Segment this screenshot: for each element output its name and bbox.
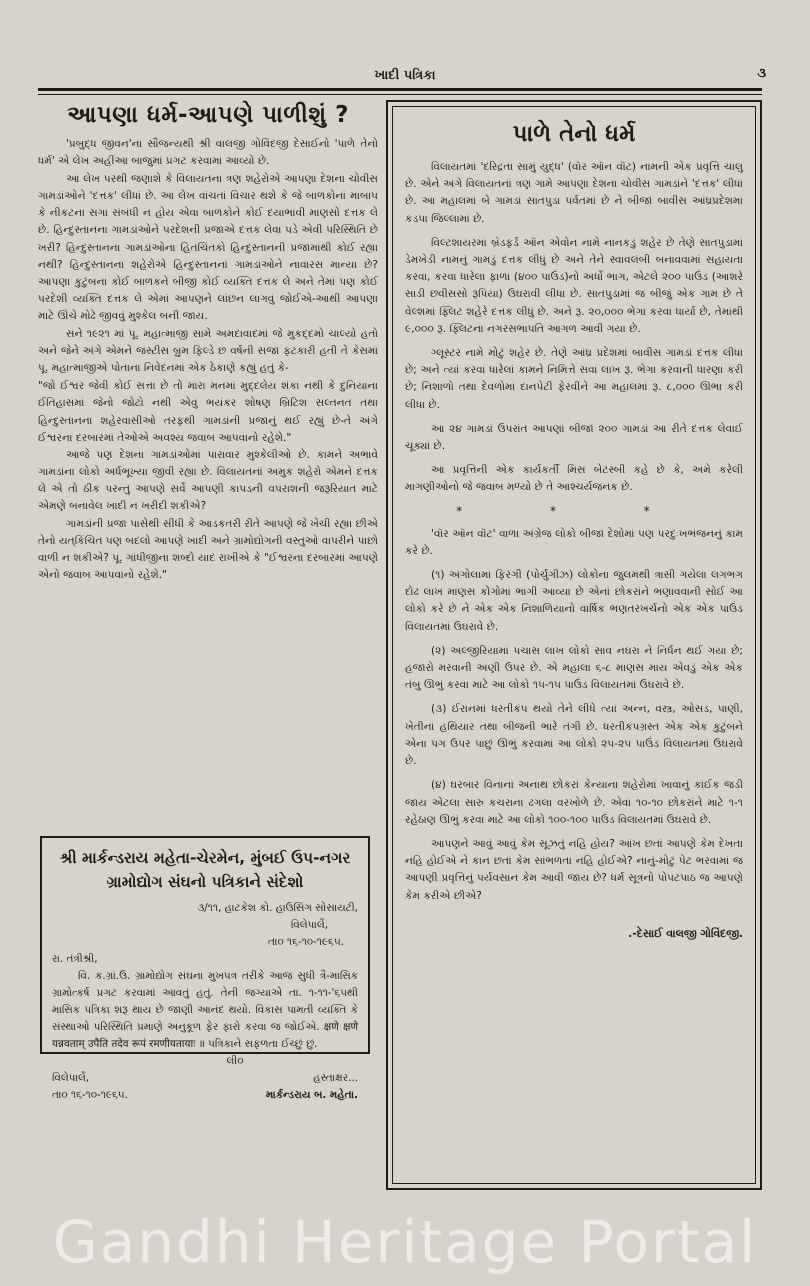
right-paragraph: આ ૨૪ ગામડાં ઉપરાંત આપણાં બીજાં ૨૦૦ ગામડાં આ રીતે દત્તક લેવાઈ ચૂક્યાં છે.: [405, 422, 743, 453]
right-paragraph: (૧) અંગોલામાં ફિરંગી (પોર્ચુગીઝ) લોકોના જુલમથી ત્રાસી ગયેલા લગભગ દોઢ લાખ માણસ કોંગોમાં ભાગી આવ્યા છે એનાં છોકરાંને ભણાવવાની સોઈ આ લોકો કરે છે ને એક એક નિશાળિયાનો વાર્ષિક ભણતરખર્ચનો એક એક પાઉંડ વિલાયતમાં ઉઘરાવે છે.: [405, 569, 743, 633]
signature-label: હસ્તાક્ષર...: [313, 1072, 358, 1084]
left-article: [38, 100, 378, 585]
signature-row: [52, 1070, 358, 1087]
salutation: રા. તંત્રીશ્રી,: [52, 953, 98, 965]
header-rule-thin: [38, 94, 762, 95]
right-paragraph: વિલાયતમાં 'દરિદ્રતા સામું યુદ્ધ' (વૉર ઑન વૉંટ) નામની એક પ્રવૃત્તિ ચાલુ છે. એને અંગે વિલાયતનાં ત્રણ ગામે આપણા દેશના ચોવીસ ગામડાંને 'દત્તક' લીધાં છે. આ મહાલમાં બે ગામડાં સાતપુડા પર્વતમાં છે ને બીજાં બાવીસ આંધ્રપ્રદેશમાં કડપા જિલ્લામાં છે.: [405, 161, 743, 225]
message-body: વિ. ક.ગ્રાં.ઉ. ગ્રામોદ્યોગ સંઘના મુખપત્ર તરીકે આજ સુધી ત્રૈ-માસિક ગ્રામોત્કર્ષ પ્રગટ કરવામાં આવતું હતું. તેની જગ્યાએ તા. ૧-૧૧-'૬૫થી માસિક પત્રિકા શરૂ થાય છે જાણી આનંદ થયો. વિકાસ પામતી વ્યક્તિ કે સંસ્થાઓ પરિસ્થિતિ પ્રમાણે અનુકૂળ ફેર ફારો કરવા જ જોઈએ. क्षणे क्षणे यन्नवताम् उपैति तदेव रूपं रमणीयतायाः ॥ પત્રિકાને સફળતા ઈચ્છું છું.: [52, 970, 358, 1050]
right-paragraph: આપણને આવું આવું કેમ સૂઝતું નહિ હોય? આંખ છતાં આપણે કેમ દેખતા નહિ હોઈએ ને કાન છતાં કેમ સાંભળતા નહિ હોઈએ? નાનું-મોટું પેટ ભરવામાં જ આપણી પ્રવૃત્તિનું પર્યવસાન કેમ આવી જાય છે? ધર્મ સૂત્રનો પોપટપાઠ જ આપણે કેમ કરીએ છીએ?: [405, 837, 743, 902]
address-line: ૩/૧૧, હાટકેશ કો. હાઉસિંગ સોસાયટી,: [197, 902, 358, 914]
left-paragraph: આ લેખ પરથી જણાશે કે વિલાયતના ત્રણ શહેરોએ આપણા દેશના ચોવીસ ગામડાંઓને 'દત્તક' લીધાં છે. આ લેખ વાંચતાં વિચાર થશે કે જે બાળકોનાં માબાપ કે નીકટના સગા સંબંધી ન હોય એવા બાળકોને કોઈ દયાભાવી માણસો દત્તક લે છે. હિન્દુસ્તાનના ગામડાંઓને પરદેશની પ્રજાએ દત્તક લેવા પડે એવી પરિસ્થિતિ છે ખરી? હિન્દુસ્તાનના ગામડાંઓના હિતચિંતકો હિન્દુસ્તાનની પ્રજામાંથી કોઈ રહ્યા નથી? હિન્દુસ્તાનના શહેરોએ હિન્દુસ્તાનનાં ગામડાંઓને નાવારસ માન્યા છે? આપણા કુટુંબના કોઈ બાળકને બીજી કોઈ વ્યક્તિ દત્તક લે અને તેમાં પણ કોઈ પરદેશી વ્યક્તિ દત્તક લે એમાં આપણને લાંછન લાગવું જોઈએ-આથી આપણા માટે ઊંચે મોઢે જીવવું મુશ્કેલ બની જાય.: [38, 173, 378, 322]
right-paragraph: (૨) અલ્જીરિયામાં પચાસ લાખ લોકો સાવ નઘરા ને નિર્ધન થઈ ગયા છે; હજારો મરવાની અણી ઉપર છે. એ મહાલા ૬-૮ માણસ માય એવડું એક એક તંબુ ઊભું કરવા માટે આ લોકો ૧૫-૧૫ પાઉંડ વિલાયતમાં ઉઘરાવે છે.: [405, 644, 743, 692]
header-rule: [38, 88, 762, 91]
section-divider-stars: * * *: [456, 503, 692, 518]
message-box: [40, 836, 370, 1101]
address-line: વિલેપાર્લે,: [290, 919, 328, 931]
left-article-title: આપણા ધર્મ-આપણે પાળીશું ?: [67, 102, 349, 128]
right-paragraph: આ પ્રવૃત્તિની એક કાર્યકર્તી મિસ બેટસ્બી કહે છે કે, અમે કરેલી માગણીઓનો જે જવાબ મળ્યો છે તે આશ્ચર્યજનક છે.: [405, 464, 743, 494]
right-paragraph: (૩) ઈરાનમાં ધરતીકંપ થયો તેને લીધે ત્યાં અન્ન, વસ્ત્ર, ઓસડ, પાણી, ખેતીનાં હથિયાર તથા બીજની ભારે તંગી છે. ધરતીકંપગ્રસ્ત એક એક કુટુંબને એના પગ ઉપર પાછું ઊભું કરવામાં આ લોકો ૨૫-૨૫ પાઉંડ વિલાયતમાં ઉઘરાવે છે.: [405, 703, 743, 768]
page-number: ૩: [757, 66, 766, 81]
signatory: માર્કન્ડરાય બ. મહેતા.: [265, 1089, 358, 1101]
left-paragraph: ગામડાંની પ્રજા પાસેથી સીધી કે આડકતરી રીતે આપણે જે ખેંચી રહ્યા છીએ તેનો યત્‌કિંચિત પણ બદલો આપણે ખાદી અને ગ્રામોદ્યોગની વસ્તુઓ વાપરીને પાછો વાળી ન શકીએ? પૂ. ગાંધીજીના શબ્દો યાદ રાખીએ કે "ઈશ્વરના દરબારમાં આપણે એનો જવાબ આપવાનો રહેશે.": [38, 518, 378, 582]
right-article-title: પાળે તેનો ધર્મ: [512, 121, 636, 147]
left-paragraph: સને ૧૯૨૧ માં પૂ. મહાત્માજી સામે અમદાવાદમાં જે મુકદ્દમો ચાલ્યો હતો અને જેને અંગે એમને જસ્ટીસ બ્રુમ ફિલ્ડે છ વર્ષની સજા ફટકારી હતી તે કેસમાં પૂ. મહાત્માજીએ પોતાના નિવેદનમાં એક ઠેકાણે કહ્યું હતું કે-: [38, 328, 378, 375]
watermark: Gandhi Heritage Portal: [52, 1208, 758, 1276]
right-paragraph: 'વૉર ઑન વૉંટ' વાળા અંગ્રેજ લોકો બીજા દેશોમાં પણ પરદુઃખભંજનનું કામ કરે છે.: [405, 527, 743, 557]
message-box-title: શ્રી માર્કન્ડરાય મહેતા-ચેરમેન, મુંબઈ ઉપ-નગર ગ્રામોદ્યોગ સંઘનો પત્રિકાને સંદેશો: [59, 849, 351, 891]
right-paragraph: ગ્લૂસ્ટર નામે મોટું શહેર છે. તેણે આંધ્ર પ્રદેશમાં બાવીસ ગામડાં દત્તક લીધાં છે; અને ત્યાં કરવા ધારેલાં કામને નિમિત્તે સવા લાખ રૂ. ભેગા કરવાની ધારણા કરી છે; નિશાળો તથા દેવળોમાં દાનપેટી ફેરવીને આ મહાલમાં રૂ. ૮,૦૦૦ ઊભા કરી લીધા છે.: [405, 347, 743, 411]
publication-title: ખાદી પત્રિકા: [374, 68, 436, 83]
closing: લી૦: [226, 1055, 244, 1067]
left-paragraph: આજે પણ દેશના ગામડાંઓમાં પારાવાર મુશ્કેલીઓ છે. કામને અભાવે ગામડાંના લોકો અર્ધભૂખ્યા જીવી રહ્યા છે. વિલાયતનાં અમુક શહેરો એમને દત્તક લે એ તો ઠીક પરન્તુ આપણે સર્વે આપણી કાપડની વપરાશની જરૂરિયાત માટે એમણે બનાવેલ ખાદી ન ખરીદી શકીએ?: [38, 448, 378, 512]
author-signature: .-દેસાઈ વાલજી ગોવિંદજી.: [628, 926, 743, 940]
right-paragraph: વિલ્ટશાયરમાં બ્રૅડફર્ડ ઑન એવોન નામે નાનકડું શહેર છે તેણે સાતપુડામાં ડેમખેડી નામનું ગામડું દત્તક લીધું છે અને તેને સ્વાવલંબી બનાવવામાં સહાયતા કરવા, કરવા ધારેલા ફાળા (૪૦૦ પાઉંડ)નો અર્ધો ભાગ, એટલે ૨૦૦ પાઉંડ (આશરે સાડી છવીસસો રૂપિયા) ઉઘરાવી લીધા છે. સાતપુડામાં જ બીજું એક ગામ છે તે વેલ્શમાં ફ્લિટ શહેરે દત્તક લીધું છે. અને રૂ. ૨૦,૦૦૦ ભેગા કરવા ધાર્યા છે, તેમાંથી ૯,૦૦૦ રૂ. ફ્લિટના નગરસભાપતિ આગળ આવી ગયા છે.: [405, 236, 743, 335]
message-date: તા૦ ૧૬-૧૦-૧૯૬૫.: [52, 1089, 128, 1101]
right-paragraph: (૪) ઘરબાર વિનાનાં અનાથ છોકરાં કેન્યાના શહેરોમાં ખાવાનું કાંઈક જડી જાય એટલા સારુ કચરાના ઢગલા વરખોળે છે. એવાં ૧૦-૧૦ છોકરાંને માટે ૧-૧ રહેઠાણ ઊભું કરવા માટે આ લોકો ૧૦૦-૧૦૦ પાઉંડ વિલાયતમાં ઉઘરાવે છે.: [405, 779, 743, 826]
signature-row: [52, 1087, 358, 1104]
gandhi-quote: "જો ઈશ્વર જેવી કોઈ સત્તા છે તો મારા મનમાં મુદ્દલેય શંકા નથી કે દુનિયાના ઈતિહાસમાં જેનો જોટો નથી એવું ભયંકર શોષણ બ્રિટિશ સલ્તનત તથા હિન્દુસ્તાનના શહેરવાસીઓ તરફથી ગામડાંની પ્રજાનું થઈ રહ્યું છે-તે અંગે ઈશ્વરના દરબારમાં તેઓએ અવશ્ય જવાબ આપવાનો રહેશે.": [38, 380, 378, 444]
right-article: [392, 106, 756, 1184]
left-paragraph: 'પ્રબુદ્ધ જીવન'ના સૌજન્યથી શ્રી વાલજી ગોવિંદજી દેસાઈનો 'પાળે તેનો ધર્મ' એ લેખ અહીંઆ બાજુમાં પ્રગટ કરવામાં આવ્યો છે.: [38, 138, 378, 168]
message-date: તા૦ ૧૬-૧૦-૧૯૬૫.: [268, 936, 344, 948]
place: વિલેપાર્લે,: [52, 1072, 90, 1084]
